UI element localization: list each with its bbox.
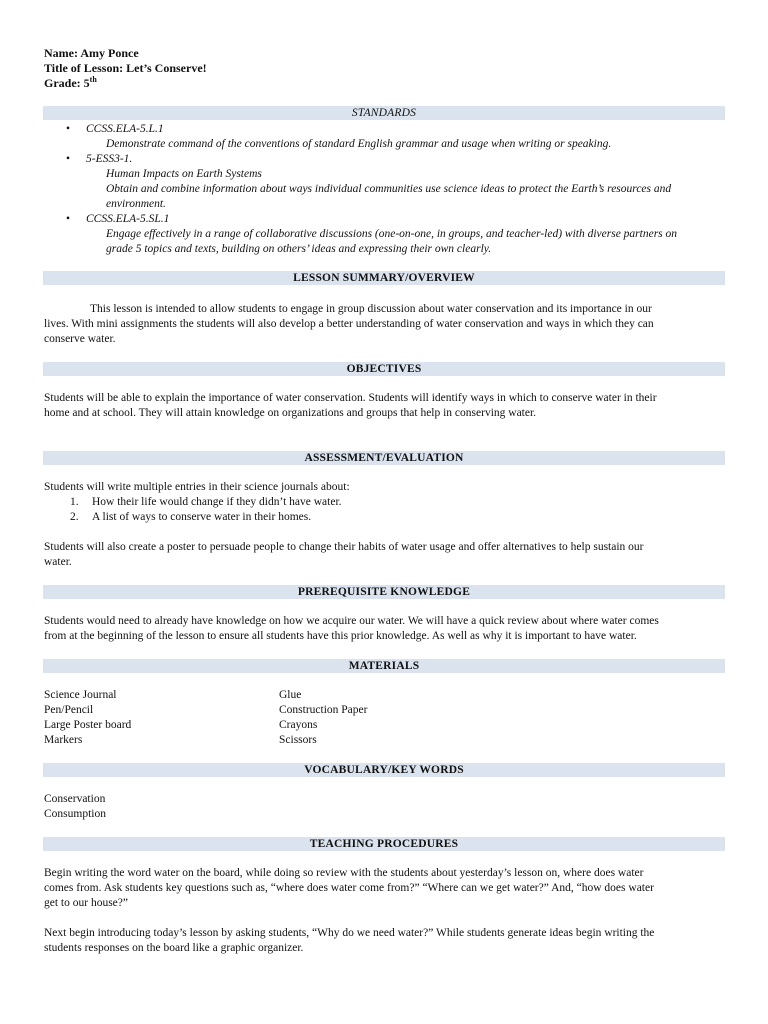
material-item: Science Journal <box>44 689 117 701</box>
text-line: get to our house?” <box>44 897 128 909</box>
standard-code: CCSS.ELA-5.SL.1 <box>86 213 170 225</box>
text-line: students responses on the board like a graphic organizer. <box>44 942 304 954</box>
material-item: Pen/Pencil <box>44 704 94 716</box>
standard-description: Demonstrate command of the conventions of standard English grammar and usage when writing or speaking. <box>106 138 612 150</box>
text-line: lives. With mini assignments the students will also develop a better understanding of water conservation and ways in which they can <box>44 318 654 330</box>
prereq-text <box>44 614 726 644</box>
procedures-paragraph-1 <box>44 866 726 911</box>
list-item <box>70 510 710 525</box>
assessment-poster-text <box>44 540 726 570</box>
material-item: Glue <box>279 689 302 701</box>
list-text: A list of ways to conserve water in their homes. <box>92 511 312 523</box>
text-line: water. <box>44 556 72 568</box>
material-item: Scissors <box>279 734 317 746</box>
summary-text <box>44 302 726 347</box>
material-item: Construction Paper <box>279 704 368 716</box>
text-line: Next begin introducing today’s lesson by asking students, “Why do we need water?” While students generate ideas begin writing the <box>44 927 655 939</box>
materials-right-column <box>279 688 367 748</box>
procedures-paragraph-2 <box>44 926 726 956</box>
text-line: Students will be able to explain the importance of water conservation. Students will identify ways in which to conserve water in their <box>44 392 657 404</box>
grade-suffix: th <box>89 75 97 84</box>
bullet: • <box>66 213 71 225</box>
materials-heading: MATERIALS <box>43 659 725 673</box>
text-line: Begin writing the word water on the board, while doing so review with the students about yesterday’s lesson on, where does water <box>44 867 644 879</box>
assessment-intro: Students will write multiple entries in their science journals about: <box>44 481 350 493</box>
grade-text: Grade: 5 <box>44 76 90 90</box>
standard-description: Human Impacts on Earth Systems <box>106 168 262 180</box>
text-line: Students will also create a poster to persuade people to change their habits of water usage and offer alternatives to help sustain our <box>44 541 644 553</box>
standard-item <box>66 122 726 152</box>
material-item: Large Poster board <box>44 719 132 731</box>
standard-description: Engage effectively in a range of collaborative discussions (one-on-one, in groups, and teacher-led) with diverse partners on <box>106 228 678 240</box>
grade-level <box>44 76 97 91</box>
bullet: • <box>66 153 71 165</box>
standards-heading: STANDARDS <box>43 106 725 120</box>
list-number: 2. <box>70 511 79 523</box>
procedures-heading: TEACHING PROCEDURES <box>43 837 725 851</box>
standard-code: 5-ESS3-1. <box>86 153 133 165</box>
text-line: home and at school. They will attain knowledge on organizations and groups that help in conserving water. <box>44 407 537 419</box>
standards-list <box>66 122 726 257</box>
assessment-list <box>70 495 710 525</box>
vocab-list <box>44 792 726 822</box>
prereq-heading: PREREQUISITE KNOWLEDGE <box>43 585 725 599</box>
text-line: conserve water. <box>44 333 116 345</box>
text-line: comes from. Ask students key questions such as, “where does water come from?” “Where can we get water?” And, “how does water <box>44 882 654 894</box>
objectives-heading: OBJECTIVES <box>43 362 725 376</box>
vocab-item: Consumption <box>44 808 106 820</box>
list-item <box>70 495 710 510</box>
lesson-title: Title of Lesson: Let’s Conserve! <box>44 61 207 75</box>
vocab-heading: VOCABULARY/KEY WORDS <box>43 763 725 777</box>
standard-description: environment. <box>106 198 166 210</box>
summary-heading: LESSON SUMMARY/OVERVIEW <box>43 271 725 285</box>
bullet: • <box>66 123 71 135</box>
text-line: Students would need to already have knowledge on how we acquire our water. We will have a quick review about where water comes <box>44 615 659 627</box>
list-number: 1. <box>70 496 79 508</box>
list-text: How their life would change if they didn’t have water. <box>92 496 342 508</box>
material-item: Crayons <box>279 719 318 731</box>
text-line: from at the beginning of the lesson to ensure all students have this prior knowledge. As well as why it is important to have water. <box>44 630 637 642</box>
material-item: Markers <box>44 734 83 746</box>
standard-item <box>66 152 726 212</box>
materials-left-column <box>44 688 131 748</box>
author-name: Name: Amy Ponce <box>44 46 139 60</box>
standard-code: CCSS.ELA-5.L.1 <box>86 123 164 135</box>
standard-description: Obtain and combine information about ways individual communities use science ideas to protect the Earth’s resources and <box>106 183 672 195</box>
objectives-text <box>44 391 726 421</box>
text-line: This lesson is intended to allow students to engage in group discussion about water conservation and its importance in our <box>90 303 652 315</box>
assessment-heading: ASSESSMENT/EVALUATION <box>43 451 725 465</box>
standard-description: grade 5 topics and texts, building on others’ ideas and expressing their own clearly. <box>106 243 492 255</box>
vocab-item: Conservation <box>44 793 106 805</box>
standard-item <box>66 212 726 257</box>
